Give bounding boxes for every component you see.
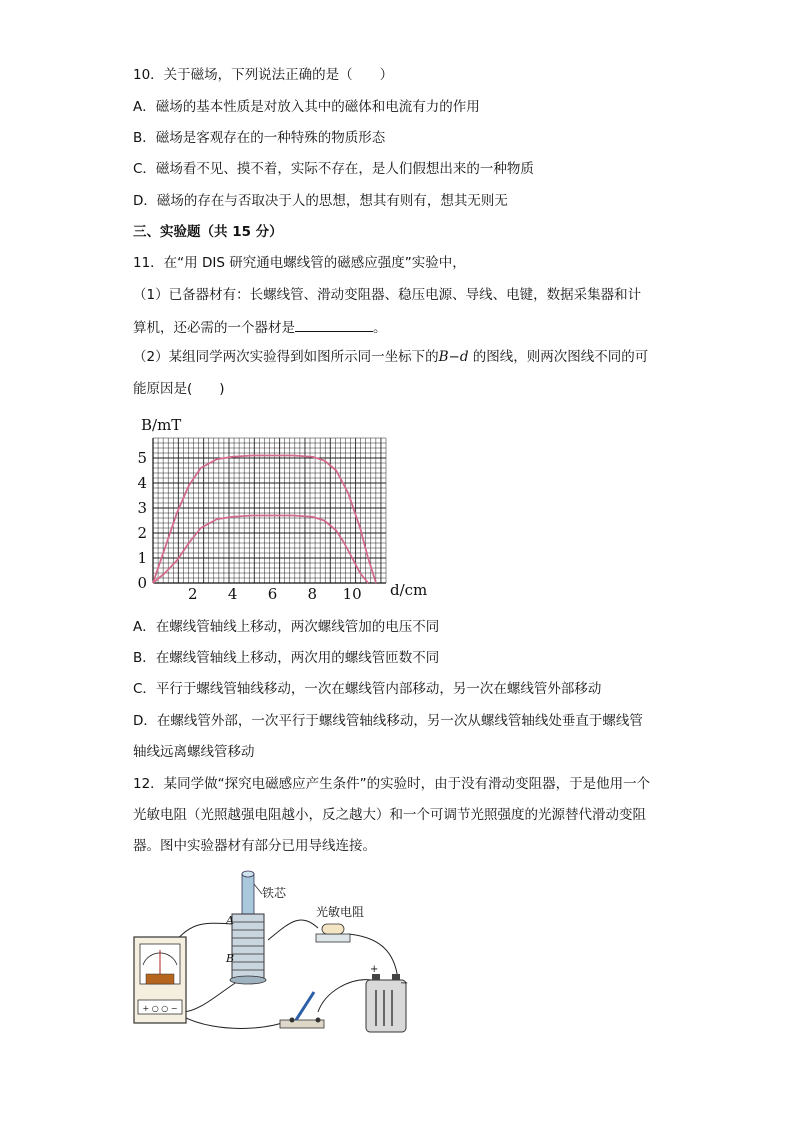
q12-line2: 光敏电阻（光照越强电阻越小，反之越大）和一个可调节光照强度的光源替代滑动变阻 (133, 807, 646, 823)
y-tick-label: 2 (137, 524, 147, 542)
q11-part2-line1 (133, 348, 648, 366)
q10-stem: 10．关于磁场，下列说法正确的是（ ） (133, 67, 394, 83)
q11-part2-text-post: 的图线，则两次图线不同的可 (468, 349, 649, 365)
solenoid-coil (230, 871, 266, 984)
x-tick-label: 2 (188, 585, 198, 603)
y-tick-label: 1 (137, 549, 147, 567)
q11-part2-line2: 能原因是( ) (133, 381, 225, 397)
q12-line1: 12．某同学做“探究电磁感应产生条件”的实验时，由于没有滑动变阻器，于是他用一个 (133, 776, 651, 792)
y-tick-label: 5 (137, 449, 147, 467)
y-tick-label: 0 (137, 574, 147, 592)
wire-coil-to-photoresistor (268, 920, 318, 940)
label-photoresistor: 光敏电阻 (316, 905, 365, 919)
photoresistor (316, 924, 350, 942)
q11-option-a: A．在螺线管轴线上移动，两次螺线管加的电压不同 (133, 619, 440, 635)
q11-option-c: C．平行于螺线管轴线移动，一次在螺线管内部移动，另一次在螺线管外部移动 (133, 681, 602, 697)
x-tick-label: 8 (307, 585, 318, 603)
bd-chart (0, 408, 794, 618)
section-title: 三、实验题（共 15 分） (133, 224, 283, 240)
q11-option-b: B．在螺线管轴线上移动，两次用的螺线管匝数不同 (133, 650, 440, 666)
q11-option-d: D．在螺线管外部，一次平行于螺线管轴线移动，另一次从螺线管轴线处垂直于螺线管 (133, 713, 643, 729)
q11-part1-period: 。 (373, 320, 387, 336)
x-axis-label: d/cm (390, 581, 428, 599)
q11-part2-text-pre: （2）某组同学两次实验得到如图所示同一坐标下的 (133, 349, 439, 365)
q10-option-c: C．磁场看不见、摸不着，实际不存在，是人们假想出来的一种物质 (133, 161, 534, 177)
q10-option-d: D．磁场的存在与否取决于人的思想，想其有则有，想其无则无 (133, 193, 508, 209)
apparatus-figure (0, 862, 794, 1062)
q11-option-d-line2: 轴线远离螺线管移动 (133, 744, 255, 760)
switch (280, 992, 324, 1028)
meter-terminal-labels: + ○ ○ − (142, 1004, 178, 1013)
galvanometer (134, 937, 186, 1023)
q11-part1-line2 (133, 317, 387, 337)
q11-part1-line2-text: 算机，还必需的一个器材是 (133, 320, 295, 336)
q10-option-a: A．磁场的基本性质是对放入其中的磁体和电流有力的作用 (133, 99, 480, 115)
label-battery-minus: − (400, 978, 409, 989)
wire-coil-to-meter (182, 980, 240, 1012)
q11-stem: 11．在“用 DIS 研究通电螺线管的磁感应强度”实验中， (133, 255, 466, 271)
q11-part2-symbol: B−d (438, 349, 469, 365)
q12-line3: 器。图中实验器材有部分已用导线连接。 (133, 838, 376, 854)
wire-meter-to-switch (180, 1015, 288, 1028)
label-iron-core: 铁芯 (262, 886, 287, 900)
wire-battery-to-switch (318, 980, 372, 1012)
y-tick-label: 3 (137, 499, 147, 517)
q10-option-b: B．磁场是客观存在的一种特殊的物质形态 (133, 130, 386, 146)
q11-part1-line1: （1）已备器材有：长螺线管、滑动变阻器、稳压电源、导线、电键，数据采集器和计 (133, 287, 642, 303)
x-tick-label: 6 (267, 585, 278, 603)
label-battery-plus: + (370, 964, 379, 975)
label-terminal-b: B (226, 952, 235, 965)
label-terminal-a: A (226, 914, 234, 927)
x-tick-label: 10 (342, 585, 362, 603)
y-axis-label: B/mT (141, 416, 182, 434)
answer-blank[interactable] (295, 317, 373, 332)
x-tick-label: 4 (227, 585, 238, 603)
y-tick-label: 4 (137, 474, 147, 492)
